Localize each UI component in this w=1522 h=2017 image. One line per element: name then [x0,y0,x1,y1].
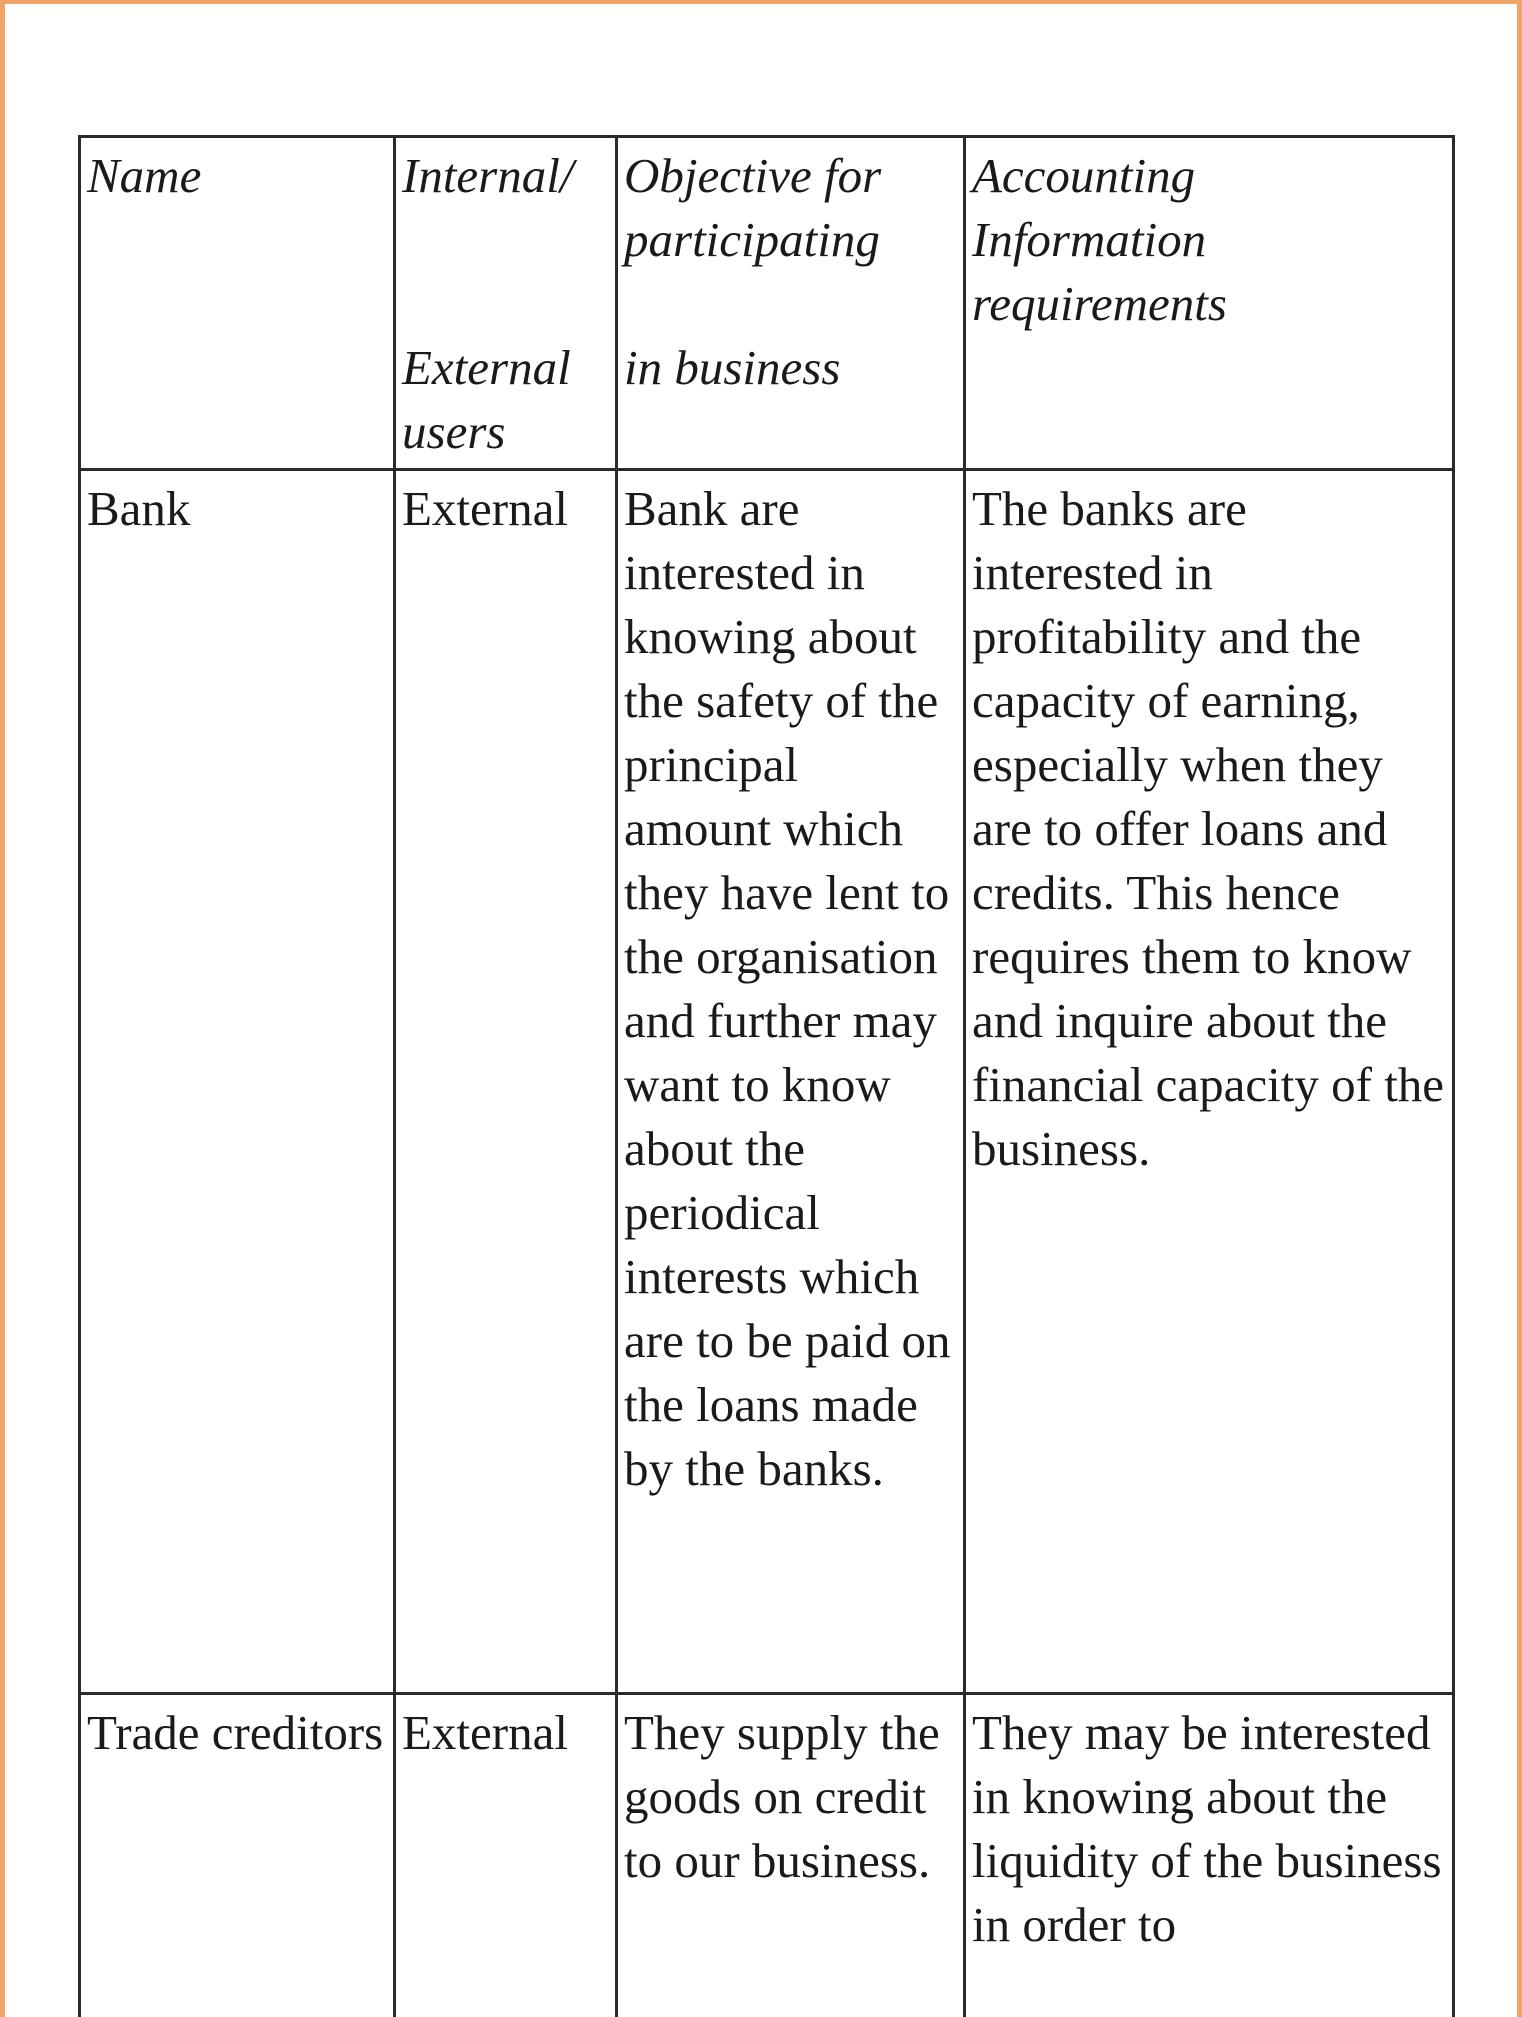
row-info-requirements: They may be interested in knowing about the liquidity of the business in order to [972,1705,1442,1952]
cell-user-type [395,470,617,1694]
row-objective: They supply the goods on credit to our business. [624,1705,940,1888]
cell-name [80,1694,395,2017]
table-row [80,470,1454,1694]
header-objective-line-2: participating [624,212,880,267]
cell-user-type [395,1694,617,2017]
header-type-top: Internal/ [402,148,574,203]
row-user-type: External [402,481,568,536]
row-info-requirements: The banks are interested in profitability and the capacity of earning, especially when they are to offer loans and credits. This hence requires them to know and inquire about the financial capacity of the business. [972,481,1445,1176]
cell-objective [617,1694,965,2017]
header-name-label: Name [87,148,202,203]
cell-info-requirements [965,1694,1454,2017]
header-info-requirements [965,137,1454,470]
row-name: Trade creditors [87,1705,384,1760]
header-info-line-2: Information [972,212,1207,267]
cell-info-requirements [965,470,1454,1694]
row-user-type: External [402,1705,568,1760]
header-info-line-1: Accounting [972,148,1196,203]
header-type-bottom-2: users [402,404,506,459]
header-name [80,137,395,470]
cell-name [80,470,395,1694]
header-user-type [395,137,617,470]
row-name: Bank [87,481,191,536]
header-info-line-3: requirements [972,276,1227,331]
header-objective [617,137,965,470]
table-row [80,1694,1454,2017]
table-header-row [80,137,1454,470]
header-objective-line-1: Objective for [624,148,882,203]
cell-objective [617,470,965,1694]
header-type-bottom-1: External [402,340,571,395]
row-objective: Bank are interested in knowing about the safety of the principal amount which they have lent to the organisation and further may want to know about the periodical interests which are to be paid on the loans made by the banks. [624,481,951,1496]
header-objective-line-3: in business [624,340,841,395]
stakeholder-table [78,135,1455,2017]
